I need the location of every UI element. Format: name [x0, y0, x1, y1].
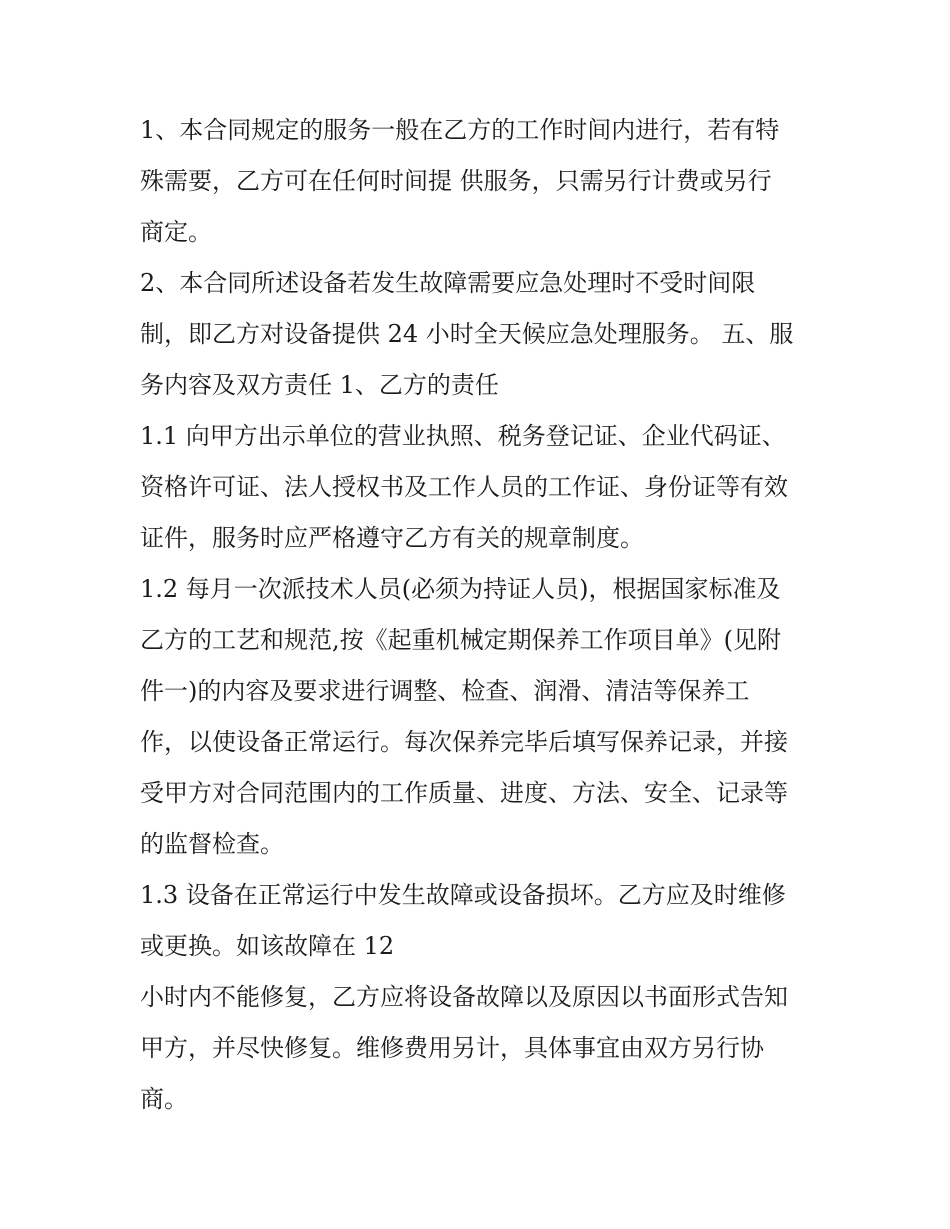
text-line: 务内容及双方责任 1、乙方的责任: [140, 371, 499, 399]
text-line: 1.2 每月一次派技术人员(必须为持证人员)，根据国家标准及: [140, 575, 781, 603]
text-line: 件一)的内容及要求进行调整、检查、润滑、清洁等保养工: [140, 677, 750, 705]
text-line: 或更换。如该故障在 12: [140, 932, 395, 960]
text-line: 小时内不能修复，乙方应将设备故障以及原因以书面形式告知: [140, 983, 788, 1011]
text-line: 2、本合同所述设备若发生故障需要应急处理时不受时间限: [140, 269, 756, 297]
text-line: 作，以使设备正常运行。每次保养完毕后填写保养记录，并接: [140, 728, 788, 756]
text-line: 商。: [140, 1085, 188, 1113]
text-line: 制，即乙方对设备提供 24 小时全天候应急处理服务。 五、服: [140, 320, 794, 348]
text-line: 受甲方对合同范围内的工作质量、进度、方法、安全、记录等: [140, 779, 788, 807]
text-line: 殊需要，乙方可在任何时间提 供服务，只需另行计费或另行: [140, 167, 772, 195]
text-line: 甲方，并尽快修复。维修费用另计，具体事宜由双方另行协: [140, 1034, 764, 1062]
text-line: 1、本合同规定的服务一般在乙方的工作时间内进行，若有特: [140, 116, 780, 144]
text-line: 1.3 设备在正常运行中发生故障或设备损坏。乙方应及时维修: [140, 881, 786, 909]
text-line: 的监督检查。: [140, 830, 284, 858]
text-line: 商定。: [140, 218, 212, 246]
text-line: 证件，服务时应严格遵守乙方有关的规章制度。: [140, 524, 644, 552]
text-line: 1.1 向甲方出示单位的营业执照、税务登记证、企业代码证、: [140, 422, 786, 450]
text-line: 乙方的工艺和规范,按《起重机械定期保养工作项目单》(见附: [140, 626, 781, 654]
text-line: 资格许可证、法人授权书及工作人员的工作证、身份证等有效: [140, 473, 788, 501]
